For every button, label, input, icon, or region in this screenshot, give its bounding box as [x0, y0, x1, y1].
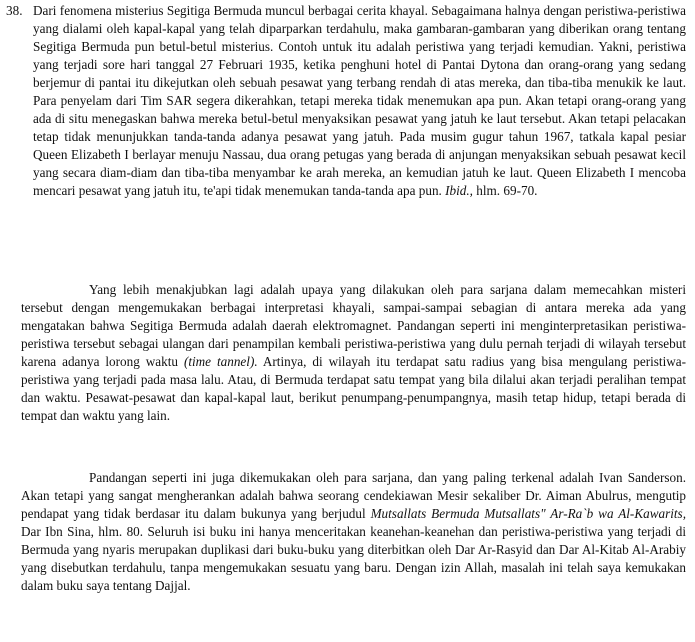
body-paragraph-2 — [21, 469, 686, 595]
paragraph-2-book-title: Mutsallats Bermuda Mutsallats" Ar-Ra`b wa Al-Kawarits, — [370, 506, 686, 521]
paragraph-1-term: (time tannel). — [183, 354, 258, 369]
paragraph-2-text-2: Dar Ibn Sina, hlm. 80. Seluruh isi buku ini hanya menceritakan keanehan-keanehan dan peristiwa-peristiwa yang terjadi di Bermuda yang nyaris merupakan duplikasi dari buku-buku yang diterbitkan oleh Dar Ar-Rasyid dan Dar Al-Kitab Al-Arabiy yang disebutkan terdahulu, tanpa mengemukakan sesuatu yang baru. Dengan izin Allah, masalah ini telah saya kemukakan dalam buku saya tentang Dajjal. — [21, 524, 686, 593]
paragraph-1-text-1: Yang lebih menakjubkan lagi adalah upaya yang dilakukan oleh para sarjana dalam memecahkan misteri tersebut dengan mengemukakan berbagai interpretasi khayali, sampai-sampai sebagian di antara mereka ada yang mengatakan bahwa Segitiga Bermuda adalah daerah elektromagnet. Pandangan seperti ini menginterpretasikan peristiwa-peristiwa tersebut sebagai ulangan dari penampilan kembali peristiwa-peristiwa yang dulu pernah terjadi di wilayah tersebut karena adanya lorong waktu — [21, 282, 686, 369]
footnote-pages: hlm. 69-70. — [476, 183, 538, 198]
footnote-38 — [6, 2, 686, 200]
footnote-number: 38. — [6, 3, 23, 18]
body-paragraph-1 — [21, 281, 686, 425]
footnote-citation: Ibid., — [445, 183, 473, 198]
footnote-body — [33, 2, 686, 200]
paragraph-2-text-1: Pandangan seperti ini juga dikemukakan oleh para sarjana, dan yang paling terkenal adalah Ivan Sanderson. Akan tetapi yang sangat mengherankan adalah bahwa seorang cendekiawan Mesir sekaliber Dr. Aiman Abulrus, mengutip pendapat yang tidak berdasar itu dalam bukunya yang berjudul — [21, 470, 686, 521]
paragraph-1-text-2: Artinya, di wilayah itu terdapat satu radius yang bisa mengulang peristiwa-peristiwa yang terjadi pada masa lalu. Atau, di Bermuda terdapat satu tempat yang bila dilalui akan terjadi peralihan tempat dan waktu. Pesawat-pesawat dan kapal-kapal laut, berikut penumpang-penumpangnya, masih tetap hidup, tetapi berada di tempat dan waktu yang lain. — [21, 354, 687, 423]
footnote-text: Dari fenomena misterius Segitiga Bermuda muncul berbagai cerita khayal. Sebagaimana halnya dengan peristiwa-peristiwa yang dialami oleh kapal-kapal yang telah diparparkan terdahulu, maka gambaran-gambaran yang diberikan orang tentang Segitiga Bermuda pun betul-betul misterius. Contoh untuk itu adalah peristiwa yang terjadi kemudian. Yakni, peristiwa yang terjadi sore hari tanggal 27 Februari 1935, ketika penghuni hotel di Pantai Dytona dan orang-orang yang sedang berjemur di pantai itu dikejutkan oleh sebuah pesawat yang terbang rendah di atas mereka, dan tiba-tiba menukik ke laut. Para penyelam dari Tim SAR segera dikerahkan, tetapi mereka tidak menemukan apa pun. Akan tetapi orang-orang yang ada di situ menegaskan bahwa mereka betul-betul menyaksikan pesawat yang jatuh ke laut tersebut. Akan tetapi pelacakan tetap tidak menunjukkan tanda-tanda adanya pesawat yang jatuh. Pada musim gugur tahun 1967, tatkala kapal pesiar Queen Elizabeth I berlayar menuju Nassau, dua orang petugas yang berada di anjungan menyaksikan sebuah pesawat kecil yang secara diam-diam dan tiba-tiba menyambar ke arah mereka, an kemudian jatuh ke laut. Queen Elizabeth I mencoba mencari pesawat yang jatuh itu, te'api tidak menemukan tanda-tanda apa pun. — [33, 3, 686, 198]
